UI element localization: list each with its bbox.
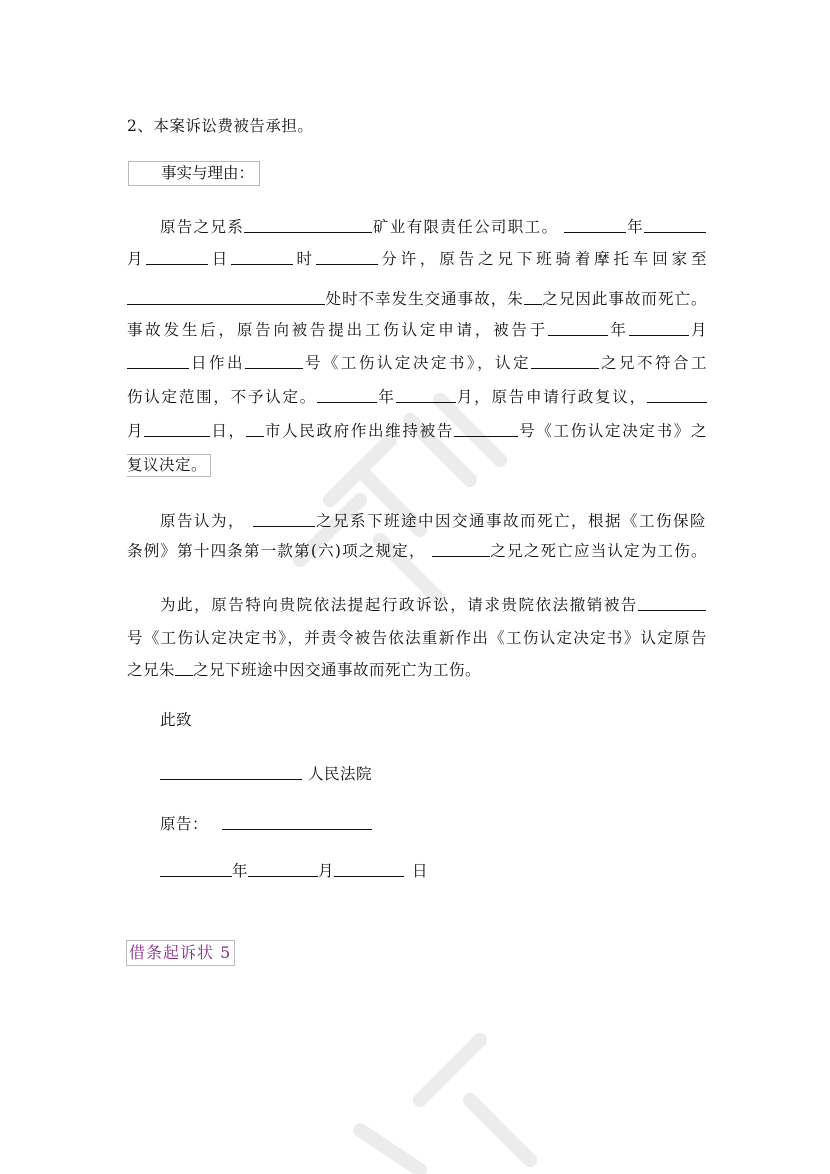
p1-line-6: 伤认定范围，不予认定。 年 月，原告申请行政复议， — [127, 387, 707, 407]
p1-line-1: 原告之兄系 矿业有限责任公司职工。 年 — [160, 217, 706, 237]
clause-2: 2、本案诉讼费被告承担。 — [127, 117, 314, 135]
closing: 此致 — [160, 711, 193, 729]
p1-line-3: 处时不幸发生交通事故，朱 之兄因此事故而死亡。 — [127, 289, 707, 309]
p2-line-2: 条例》第十四条第一款第(六)项之规定， 之兄之死亡应当认定为工伤。 — [127, 542, 707, 560]
p3-line-3: 之兄朱 之兄下班途中因交通事故而死亡为工伤。 — [127, 661, 482, 679]
court-label: 人民法院 — [308, 765, 373, 783]
facts-heading — [128, 161, 260, 186]
p1-line-2: 月 日 时 分许，原告之兄下班骑着摩托车回家至 — [127, 250, 707, 268]
p2-line-1: 原告认为， 之兄系下班途中因交通事故而死亡，根据《工伤保险 — [160, 512, 706, 530]
plaintiff-line — [160, 814, 740, 834]
p1-line-8: 复议决定。 — [127, 455, 707, 475]
plaintiff-label: 原告： — [160, 815, 209, 833]
p1-line-7: 月 日， 市人民政府作出维持被告 号《工伤认定决定书》之 — [127, 422, 707, 440]
p3-line-1: 为此，原告特向贵院依法提起行政诉讼，请求贵院依法撤销被告 — [160, 595, 706, 615]
p1-line-5: 日作出 号《工伤认定决定书》，认定 之兄不符合工 — [127, 353, 707, 373]
court-line — [160, 764, 740, 784]
date-line: 年 月 日 — [160, 861, 740, 881]
p1-line-4: 事故发生后，原告向被告提出工伤认定申请，被告于 年 月 — [127, 321, 707, 339]
section-title[interactable]: 借条起诉状 5 — [126, 940, 235, 966]
p3-line-2: 号《工伤认定决定书》，并责令被告依法重新作出《工伤认定决定书》认定原告 — [127, 629, 707, 647]
facts-heading-text: 事实与理由： — [161, 164, 255, 182]
